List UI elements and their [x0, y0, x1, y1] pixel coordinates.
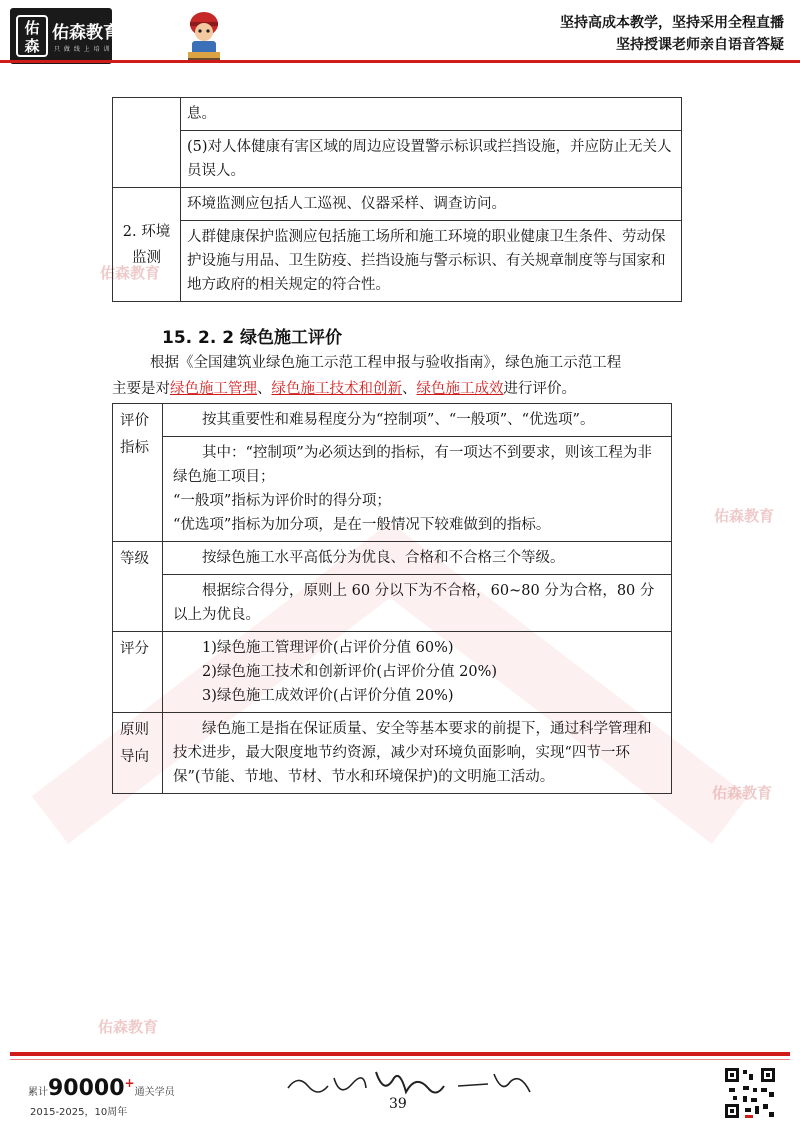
acc-prefix: 累计: [28, 1087, 48, 1098]
section-heading: 15. 2. 2 绿色施工评价: [162, 328, 342, 348]
table-row: [113, 221, 682, 302]
table-row: [113, 632, 672, 713]
brand-mark-icon: 佑森: [16, 15, 48, 57]
table-cell: 人群健康保护监测应包括施工场所和施工环境的职业健康卫生条件、劳动保护设施与用品、卫生防疫、拦挡设施与警示标识、有关规章制度等与国家和地方政府的相关规定的符合性。: [181, 221, 682, 302]
acc-number: 90000: [48, 1076, 125, 1101]
slogan-line-2: 坚持授课老师亲自语音答疑: [616, 37, 784, 53]
cell-text: 2)绿色施工技术和创新评价(占评价分值 20%): [202, 664, 498, 680]
table-row: [113, 131, 682, 188]
table-row: [113, 713, 672, 794]
label-line: 原则: [120, 722, 149, 738]
watermark-text: 佑森教育: [100, 264, 161, 282]
slogan-line-1: 坚持高成本教学，坚持采用全程直播: [560, 15, 784, 31]
table-cell: (5)对人体健康有害区域的周边应设置警示标识或拦挡设施，并应防止无关人员误人。: [181, 131, 682, 188]
label-line: 指标: [120, 440, 149, 456]
cell-text: 1)绿色施工管理评价(占评价分值 60%): [202, 640, 454, 656]
watermark-text: 佑森教育: [712, 784, 773, 802]
paragraph-text: 进行评价。: [503, 381, 576, 397]
cell-text: 其中：“控制项”为必须达到的指标，有一项达不到要求，则该工程为非绿色施工项目；: [173, 445, 652, 485]
table-row: [113, 188, 682, 221]
table-row: [113, 98, 682, 131]
table-cell: [163, 713, 672, 794]
brand-name: 佑森教育: [52, 23, 120, 43]
cell-text: 按其重要性和难易程度分为“控制项”、“一般项”、“优选项”。: [202, 412, 595, 428]
evaluation-table: [112, 403, 672, 794]
table-cell: [163, 404, 672, 437]
table-cell: [163, 542, 672, 575]
table-cell: [163, 437, 672, 542]
table-cell-label: 2. 环境监测: [113, 188, 181, 302]
qr-code-icon: [724, 1067, 776, 1119]
table-row: [113, 437, 672, 542]
label-line: 评价: [120, 413, 149, 429]
acc-suffix: 通关学员: [134, 1087, 175, 1098]
mascot-icon: [180, 8, 228, 64]
paragraph-line: 根据《全国建筑业绿色施工示范工程申报与验收指南》，绿色施工示范工程: [150, 355, 622, 371]
section-paragraph: [112, 350, 687, 402]
cell-text: 3)绿色施工成效评价(占评价分值 20%): [202, 688, 454, 704]
table-row: [113, 404, 672, 437]
environment-table: [112, 97, 682, 302]
page-number: 39: [389, 1096, 407, 1112]
highlight-term: 绿色施工技术和创新: [271, 381, 402, 397]
table-row: [113, 542, 672, 575]
footer-divider-thin: [10, 1059, 790, 1060]
table-cell: 息。: [181, 98, 682, 131]
watermark-text: 佑森教育: [714, 507, 775, 525]
label-line: 导向: [120, 749, 149, 765]
table-cell-label: [113, 98, 181, 188]
paragraph-text: 主要是对: [112, 381, 170, 397]
table-row: [113, 575, 672, 632]
cell-text: “优选项”指标为加分项，是在一般情况下较难做到的指标。: [173, 517, 551, 533]
table-cell-label: [113, 404, 163, 542]
cell-text: “一般项”指标为评价时的得分项；: [173, 493, 391, 509]
footer-divider: [10, 1052, 790, 1056]
table-cell: 环境监测应包括人工巡视、仪器采样、调查访问。: [181, 188, 682, 221]
table-cell: [163, 575, 672, 632]
brand-logo: [10, 8, 120, 64]
page-header: [0, 0, 800, 66]
paragraph-line: [112, 376, 687, 402]
table-cell-label: 等级: [113, 542, 163, 632]
header-divider: [0, 60, 800, 63]
table-cell: [163, 632, 672, 713]
cell-text: 根据综合得分，原则上 60 分以下为不合格，60~80 分为合格，80 分以上为优良。: [173, 583, 655, 623]
separator: 、: [257, 381, 272, 397]
highlight-term: 绿色施工成效: [416, 381, 504, 397]
table-cell-label: 评分: [113, 632, 163, 713]
table-cell-label: [113, 713, 163, 794]
watermark-text: 佑森教育: [98, 1018, 159, 1036]
cell-text: 按绿色施工水平高低分为优良、合格和不合格三个等级。: [202, 550, 565, 566]
acc-plus: +: [124, 1076, 135, 1090]
calligraphy-signature-icon: [280, 1064, 540, 1104]
anniversary-years: 2015-2025，10周年: [30, 1107, 128, 1118]
cell-text: 绿色施工是指在保证质量、安全等基本要求的前提下，通过科学管理和技术进步，最大限度地节约资源，减少对环境负面影响，实现“四节一环保”(节能、节地、节材、节水和环境保护)的文明施工活动。: [173, 721, 652, 785]
brand-subtitle: 只 做 线 上 培 训: [54, 46, 111, 53]
accumulated-students: [28, 1076, 175, 1101]
separator: 、: [402, 381, 417, 397]
highlight-term: 绿色施工管理: [170, 381, 257, 397]
